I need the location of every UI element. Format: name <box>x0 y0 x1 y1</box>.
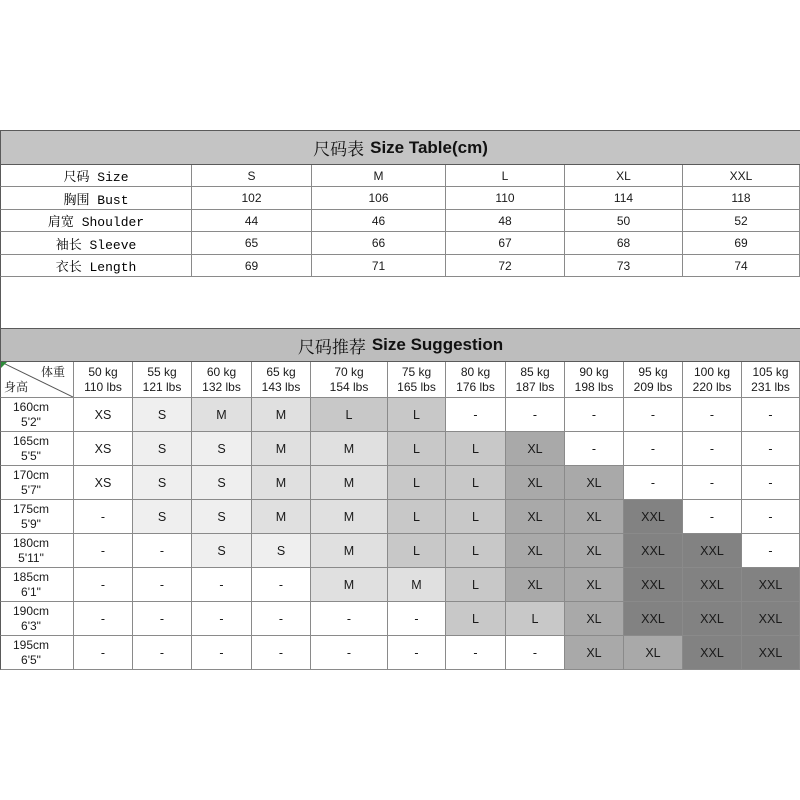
size-table-cell: 114 <box>565 187 683 210</box>
size-suggestion-cell: XL <box>624 636 683 670</box>
size-table-cell: 118 <box>683 187 800 210</box>
size-suggestion-cell: M <box>311 500 388 534</box>
height-cell <box>0 432 74 466</box>
size-suggestion-cell: M <box>388 568 446 602</box>
height-cell <box>0 568 74 602</box>
size-suggestion-cell: - <box>742 466 800 500</box>
size-suggestion-cell: S <box>192 432 252 466</box>
size-suggestion-cell: - <box>624 398 683 432</box>
section-divider <box>0 277 800 328</box>
size-suggestion-cell: L <box>446 568 506 602</box>
size-table-cell: M <box>312 165 446 187</box>
size-suggestion-cell: XXL <box>742 636 800 670</box>
height-ft: 5'5" <box>21 448 41 463</box>
size-table-cell: 73 <box>565 255 683 277</box>
size-suggestion-cell: - <box>742 500 800 534</box>
size-suggestion-cell: XXL <box>624 602 683 636</box>
weight-kg: 105 kg <box>752 364 789 379</box>
weight-lbs: 165 lbs <box>397 379 436 394</box>
size-suggestion-cell: - <box>133 568 192 602</box>
height-cell <box>0 534 74 568</box>
size-suggestion-cell: XXL <box>683 534 742 568</box>
size-suggestion-cell: - <box>388 636 446 670</box>
size-suggestion-cell: XL <box>565 602 624 636</box>
size-row-label: 衣长 Length <box>0 255 192 277</box>
weight-header-cell <box>446 362 506 398</box>
weight-kg: 60 kg <box>206 364 237 379</box>
size-suggestion-cell: - <box>192 602 252 636</box>
size-suggestion-cell: - <box>742 398 800 432</box>
weight-header-cell <box>565 362 624 398</box>
size-suggestion-cell: - <box>133 534 192 568</box>
size-suggestion-cell: - <box>624 466 683 500</box>
size-suggestion-cell: - <box>742 534 800 568</box>
size-table <box>0 165 800 277</box>
weight-lbs: 198 lbs <box>574 379 614 394</box>
weight-header-cell <box>624 362 683 398</box>
height-ft: 6'3" <box>21 618 41 633</box>
size-suggestion-cell: - <box>74 500 133 534</box>
weight-kg: 85 kg <box>520 364 550 379</box>
weight-header-cell <box>742 362 800 398</box>
weight-header-cell <box>311 362 388 398</box>
size-suggestion-cell: L <box>446 534 506 568</box>
size-suggestion-cell: XXL <box>742 602 800 636</box>
weight-header-cell <box>252 362 311 398</box>
size-table-cell: S <box>192 165 312 187</box>
size-suggestion-cell: S <box>133 466 192 500</box>
height-cell <box>0 500 74 534</box>
size-suggestion-cell: S <box>192 466 252 500</box>
height-cell <box>0 398 74 432</box>
size-table-cell: 67 <box>446 232 565 255</box>
weight-lbs: 231 lbs <box>751 379 790 394</box>
height-cm: 165cm <box>12 433 50 448</box>
height-axis-label: 身高 <box>4 380 29 394</box>
size-table-cell: 65 <box>192 232 312 255</box>
size-table-cell: 50 <box>565 210 683 232</box>
weight-lbs: 143 lbs <box>261 379 301 394</box>
size-suggestion-cell: L <box>388 534 446 568</box>
size-suggestion-cell: L <box>388 500 446 534</box>
size-suggestion-cell: XS <box>74 466 133 500</box>
weight-header-cell <box>74 362 133 398</box>
weight-lbs: 121 lbs <box>142 379 182 394</box>
size-suggestion-cell: M <box>192 398 252 432</box>
size-suggestion-cell: M <box>311 534 388 568</box>
size-suggestion-cell: - <box>74 568 133 602</box>
size-suggestion-cell: L <box>446 466 506 500</box>
size-suggestion-cell: XXL <box>624 568 683 602</box>
size-suggestion-cell: XXL <box>683 568 742 602</box>
size-table-cell: 74 <box>683 255 800 277</box>
size-suggestion-table <box>0 362 800 670</box>
green-corner-marker-icon <box>1 362 7 368</box>
size-suggestion-cell: L <box>388 398 446 432</box>
size-suggestion-cell: - <box>683 432 742 466</box>
size-table-cell: 68 <box>565 232 683 255</box>
size-suggestion-cell: M <box>252 466 311 500</box>
size-suggestion-cell: - <box>683 466 742 500</box>
weight-lbs: 209 lbs <box>633 379 673 394</box>
height-cm: 185cm <box>12 569 50 584</box>
size-suggestion-cell: M <box>311 432 388 466</box>
size-suggestion-cell: M <box>252 398 311 432</box>
size-table-cell: 52 <box>683 210 800 232</box>
size-suggestion-cell: M <box>252 432 311 466</box>
weight-kg: 55 kg <box>147 364 177 379</box>
size-suggestion-cell: - <box>133 602 192 636</box>
weight-header-cell <box>506 362 565 398</box>
size-suggestion-title-en: Size Suggestion <box>371 335 504 354</box>
weight-height-corner-cell <box>0 362 74 398</box>
size-suggestion-cell: S <box>192 534 252 568</box>
size-suggestion-cell: XL <box>506 534 565 568</box>
size-suggestion-cell: - <box>742 432 800 466</box>
size-suggestion-cell: - <box>388 602 446 636</box>
size-suggestion-cell: S <box>192 500 252 534</box>
size-suggestion-cell: L <box>388 432 446 466</box>
size-suggestion-cell: XL <box>506 568 565 602</box>
size-suggestion-cell: L <box>446 602 506 636</box>
size-table-cell: 44 <box>192 210 312 232</box>
size-row-label: 胸围 Bust <box>0 187 192 210</box>
size-suggestion-cell: XS <box>74 432 133 466</box>
weight-lbs: 132 lbs <box>202 379 241 394</box>
size-suggestion-cell: L <box>446 432 506 466</box>
weight-lbs: 187 lbs <box>515 379 555 394</box>
weight-lbs: 176 lbs <box>456 379 495 394</box>
height-cm: 180cm <box>12 535 50 550</box>
size-suggestion-cell: XL <box>565 636 624 670</box>
size-suggestion-cell: XL <box>565 500 624 534</box>
size-suggestion-cell: - <box>133 636 192 670</box>
weight-lbs: 110 lbs <box>84 379 122 394</box>
size-table-cell: 102 <box>192 187 312 210</box>
weight-header-cell <box>388 362 446 398</box>
size-table-cell: L <box>446 165 565 187</box>
size-table-cell: 48 <box>446 210 565 232</box>
size-suggestion-cell: L <box>311 398 388 432</box>
weight-header-cell <box>192 362 252 398</box>
size-suggestion-cell: - <box>252 636 311 670</box>
size-suggestion-cell: - <box>506 398 565 432</box>
size-row-label: 肩宽 Shoulder <box>0 210 192 232</box>
size-suggestion-cell: M <box>311 466 388 500</box>
size-table-title-bar <box>0 130 800 165</box>
height-ft: 6'5" <box>21 652 41 667</box>
size-suggestion-title-cn: 尺码推荐 <box>297 337 366 358</box>
size-suggestion-cell: - <box>311 602 388 636</box>
size-suggestion-cell: XXL <box>683 636 742 670</box>
size-table-cell: 71 <box>312 255 446 277</box>
weight-kg: 75 kg <box>401 364 432 379</box>
size-suggestion-cell: - <box>311 636 388 670</box>
height-ft: 6'1" <box>21 584 41 599</box>
size-suggestion-cell: - <box>446 398 506 432</box>
weight-kg: 50 kg <box>88 364 118 379</box>
height-cell <box>0 466 74 500</box>
size-table-cell: 66 <box>312 232 446 255</box>
size-table-cell: 69 <box>192 255 312 277</box>
size-suggestion-cell: - <box>683 500 742 534</box>
size-suggestion-cell: - <box>565 432 624 466</box>
height-cell <box>0 636 74 670</box>
size-suggestion-title-bar <box>0 328 800 362</box>
size-suggestion-cell: XL <box>565 466 624 500</box>
size-suggestion-cell: XXL <box>742 568 800 602</box>
size-table-title-en: Size Table(cm) <box>370 137 488 157</box>
size-suggestion-cell: L <box>388 466 446 500</box>
size-row-label: 尺码 Size <box>0 165 192 187</box>
size-table-cell: XL <box>565 165 683 187</box>
weight-lbs: 220 lbs <box>692 379 732 394</box>
size-suggestion-cell: XL <box>565 534 624 568</box>
size-suggestion-cell: XL <box>565 568 624 602</box>
size-suggestion-cell: S <box>252 534 311 568</box>
size-suggestion-cell: L <box>446 500 506 534</box>
size-suggestion-cell: XL <box>506 432 565 466</box>
size-suggestion-cell: - <box>74 636 133 670</box>
weight-kg: 70 kg <box>334 364 364 379</box>
size-suggestion-cell: - <box>192 568 252 602</box>
size-suggestion-cell: M <box>252 500 311 534</box>
size-suggestion-cell: - <box>683 398 742 432</box>
size-suggestion-cell: S <box>133 500 192 534</box>
size-table-cell: 110 <box>446 187 565 210</box>
weight-kg: 95 kg <box>638 364 668 379</box>
size-suggestion-cell: XS <box>74 398 133 432</box>
weight-header-cell <box>133 362 192 398</box>
size-suggestion-cell: - <box>74 534 133 568</box>
height-cell <box>0 602 74 636</box>
weight-kg: 80 kg <box>460 364 491 379</box>
size-suggestion-cell: - <box>252 568 311 602</box>
weight-kg: 100 kg <box>693 364 731 379</box>
size-suggestion-cell: L <box>506 602 565 636</box>
height-ft: 5'7" <box>21 482 41 497</box>
height-ft: 5'9" <box>21 516 41 531</box>
height-cm: 170cm <box>12 467 50 482</box>
weight-kg: 65 kg <box>266 364 296 379</box>
size-suggestion-cell: - <box>252 602 311 636</box>
height-cm: 175cm <box>12 501 50 516</box>
weight-header-cell <box>683 362 742 398</box>
size-suggestion-cell: S <box>133 432 192 466</box>
weight-lbs: 154 lbs <box>329 379 369 394</box>
height-cm: 195cm <box>12 637 50 652</box>
size-suggestion-cell: - <box>624 432 683 466</box>
size-suggestion-cell: - <box>506 636 565 670</box>
size-suggestion-cell: - <box>565 398 624 432</box>
size-suggestion-cell: - <box>192 636 252 670</box>
size-table-cell: 69 <box>683 232 800 255</box>
weight-axis-label: 体重 <box>40 365 65 379</box>
size-suggestion-cell: - <box>74 602 133 636</box>
height-cm: 160cm <box>12 399 50 414</box>
size-suggestion-cell: XXL <box>624 500 683 534</box>
size-suggestion-cell: XXL <box>683 602 742 636</box>
size-suggestion-cell: XL <box>506 466 565 500</box>
size-suggestion-cell: XL <box>506 500 565 534</box>
height-ft: 5'11" <box>18 550 44 565</box>
size-row-label: 袖长 Sleeve <box>0 232 192 255</box>
size-table-cell: 72 <box>446 255 565 277</box>
size-suggestion-cell: M <box>311 568 388 602</box>
size-suggestion-cell: - <box>446 636 506 670</box>
size-suggestion-cell: S <box>133 398 192 432</box>
size-table-cell: XXL <box>683 165 800 187</box>
weight-kg: 90 kg <box>579 364 609 379</box>
size-table-cell: 46 <box>312 210 446 232</box>
height-ft: 5'2" <box>21 414 41 429</box>
size-table-cell: 106 <box>312 187 446 210</box>
size-table-title-cn: 尺码表 <box>313 140 365 160</box>
height-cm: 190cm <box>12 603 50 618</box>
size-suggestion-cell: XXL <box>624 534 683 568</box>
